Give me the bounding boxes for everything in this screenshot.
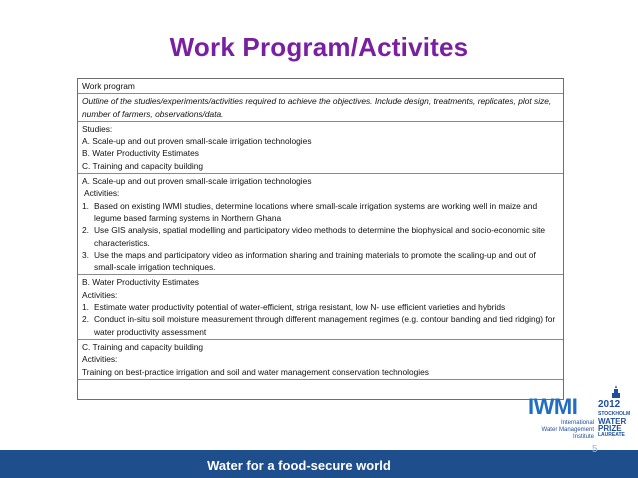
studies-row [78, 122, 563, 174]
section-b-title: B. Water Productivity Estimates [82, 277, 199, 288]
section-c-text: Training on best-practice irrigation and soil and water management conservation technologies [82, 366, 429, 377]
footer-tagline: Water for a food-secure world [207, 458, 391, 473]
section-c-activities-label: Activities: [82, 354, 118, 365]
section-c-title: C. Training and capacity building [82, 341, 204, 352]
section-b-row [78, 275, 563, 339]
study-item: B. Water Productivity Estimates [82, 148, 199, 159]
section-a-row [78, 174, 563, 275]
iwmi-logo [528, 390, 638, 450]
footer-bar [0, 444, 638, 478]
slide-title: Work Program/Activites [169, 32, 469, 62]
section-a-activities-label: Activities: [84, 188, 120, 199]
table-header-row [78, 79, 563, 94]
list-item: 2. Use GIS analysis, spatial modelling and participatory video methods to determine the biophysical and socio-economic site characteristics. [82, 225, 546, 248]
study-item: A. Scale-up and out proven small-scale irrigation technologies [82, 136, 312, 147]
outline-row [78, 94, 563, 122]
slide-number: 5 [592, 444, 598, 455]
outline-text: Outline of the studies/experiments/activities required to achieve the objectives. Include design, treatments, replicates, plot size, number of farmers, observations/data. [82, 96, 552, 119]
work-program-table [77, 78, 564, 400]
list-item: 2. Conduct in-situ soil moisture measurement through different management regimes (e.g. contour banding and tied ridging) for water productivity assessment [82, 314, 556, 337]
prize-text: STOCKHOLM WATER PRIZE LAUREATE [598, 411, 631, 438]
section-b-activities-label: Activities: [82, 289, 118, 300]
iwmi-subtitle: International Water Management Institute [541, 420, 594, 440]
section-a-title: A. Scale-up and out proven small-scale irrigation technologies [82, 176, 312, 187]
studies-label: Studies: [82, 123, 113, 134]
list-item: 1. Based on existing IWMI studies, determine locations where small-scale irrigation systems are working well in maize and legume based farming systems in Northern Ghana [82, 200, 538, 223]
section-c-row [78, 340, 563, 380]
iwmi-wordmark: IWMI [528, 394, 578, 419]
section-a-list [82, 200, 559, 274]
list-item: 3. Use the maps and participatory video as information sharing and training materials to promote the scaling-up and out of small-scale irrigation techniques. [82, 249, 536, 273]
empty-row [78, 380, 563, 399]
list-item: 1. Estimate water productivity potential of water-efficient, striga resistant, low N- use efficient varieties and hybrids [82, 302, 506, 313]
study-item: C. Training and capacity building [82, 160, 204, 171]
crown-icon [608, 384, 624, 400]
table-header: Work program [82, 81, 135, 91]
prize-year: 2012 [598, 399, 621, 410]
section-b-list [82, 301, 559, 338]
